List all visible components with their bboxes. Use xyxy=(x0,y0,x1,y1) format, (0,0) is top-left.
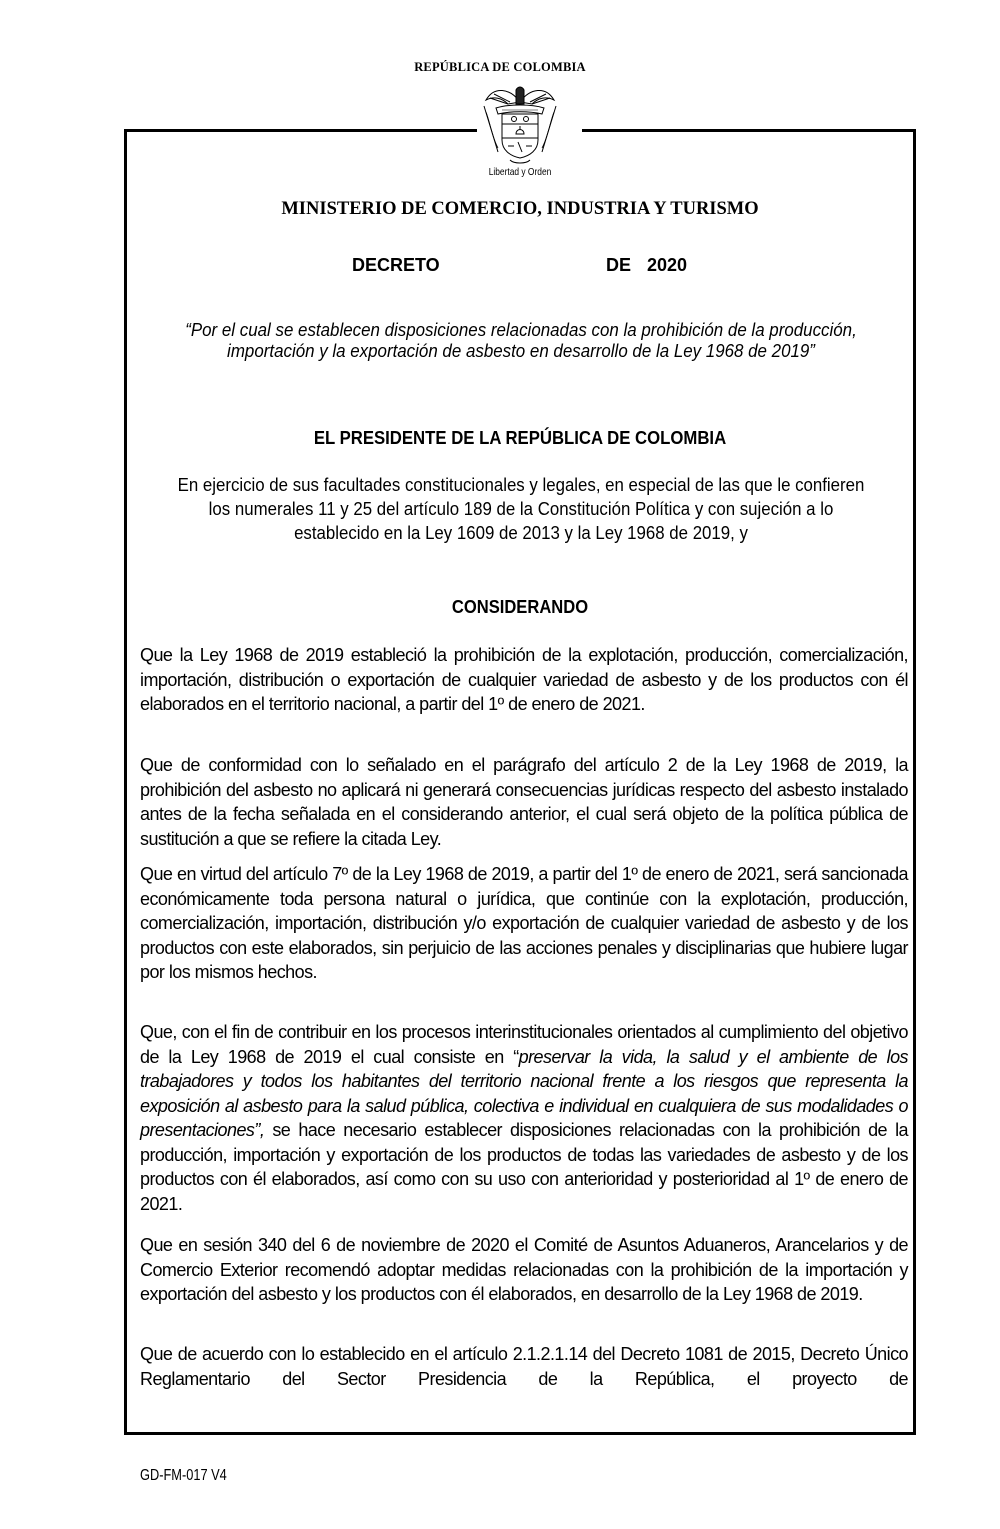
considering-paragraph: Que en virtud del artículo 7º de la Ley 1968 de 2019, a partir del 1º de enero de 2021, será sancionada económicamente toda persona natural o jurídica, que continúe con la explotación, producción, comercialización, importación, distribución y/o exportación de cualquier variedad de asbesto y de los productos con este elaborados, sin perjuicio de las acciones penales y disciplinarias que hubiere lugar por los mismos hechos. xyxy=(140,864,908,982)
paragraph-rest: se hace necesario establecer disposiciones relacionadas con la prohibición de la producción, importación y exportación de los productos de todas las variedades de asbesto y de los productos con él elaborados, así como con su uso con anterioridad y posterioridad al 1º de enero de 2021. xyxy=(140,1120,908,1214)
considering-paragraph xyxy=(140,1342,908,1391)
country-heading: REPÚBLICA DE COLOMBIA xyxy=(414,60,586,74)
decree-subtitle: “Por el cual se establecen disposiciones relacionadas con la prohibición de la producción, importación y la exportación de asbesto en desarrollo de la Ley 1968 de 2019” xyxy=(185,320,857,361)
law-objective-quote: preservar la vida, la salud y el ambiente de los trabajadores y todos los habitantes del territorio nacional frente a los riesgos que representa la exposición al asbesto para la salud pública, colectiva e individual en cualquiera de sus modalidades o presentaciones”, xyxy=(140,1046,908,1140)
preamble: En ejercicio de sus facultades constitucionales y legales, en especial de las que le confieren los numerales 11 y 25 del artículo 189 de la Constitución Política y con sujeción a lo establecido en la Ley 1609 de 2013 y la Ley 1968 de 2019, y xyxy=(177,475,865,543)
form-code: GD-FM-017 V4 xyxy=(140,1467,227,1484)
considering-heading: CONSIDERANDO xyxy=(451,597,589,617)
considering-paragraph xyxy=(140,1020,908,1216)
ministry-title: MINISTERIO DE COMERCIO, INDUSTRIA Y TURISMO xyxy=(281,199,759,219)
decree-label: DECRETO xyxy=(352,255,440,275)
considering-paragraph: Que la Ley 1968 de 2019 estableció la prohibición de la explotación, producción, comercialización, importación, distribución o exportación de cualquier variedad de asbesto y de los productos con él elaborados en el territorio nacional, a partir del 1º de enero de 2021. xyxy=(140,645,908,714)
motto: Libertad y Orden xyxy=(488,166,552,178)
considering-paragraph: Que de conformidad con lo señalado en el parágrafo del artículo 2 de la Ley 1968 de 2019, la prohibición del asbesto no aplicará ni generará consecuencias jurídicas respecto del asbesto instalado antes de la fecha señalada en el considerando anterior, el cual será objeto de la política pública de sustitución a que se refiere la citada Ley. xyxy=(140,755,908,849)
paragraph-intro: Que, con el fin de contribuir en los procesos interinstitucionales orientados al cumplimiento del objetivo de la Ley 1968 de 2019 el cual consiste en “ xyxy=(140,1022,908,1067)
considering-paragraph: Que en sesión 340 del 6 de noviembre de 2020 el Comité de Asuntos Aduaneros, Arancelarios y de Comercio Exterior recomendó adoptar medidas relacionadas con la prohibición de la importación y exportación del asbesto y los productos con él elaborados, en desarrollo de la Ley 1968 de 2019. xyxy=(140,1235,908,1304)
paragraph-text: Que de acuerdo con lo establecido en el artículo 2.1.2.1.14 del Decreto 1081 de 2015, Decreto Único Reglamentario del Sector Presidencia de la República, el proyecto de xyxy=(140,1344,908,1389)
authority-heading: EL PRESIDENTE DE LA REPÚBLICA DE COLOMBIA xyxy=(313,428,727,448)
decree-year: DE 2020 xyxy=(606,255,688,275)
